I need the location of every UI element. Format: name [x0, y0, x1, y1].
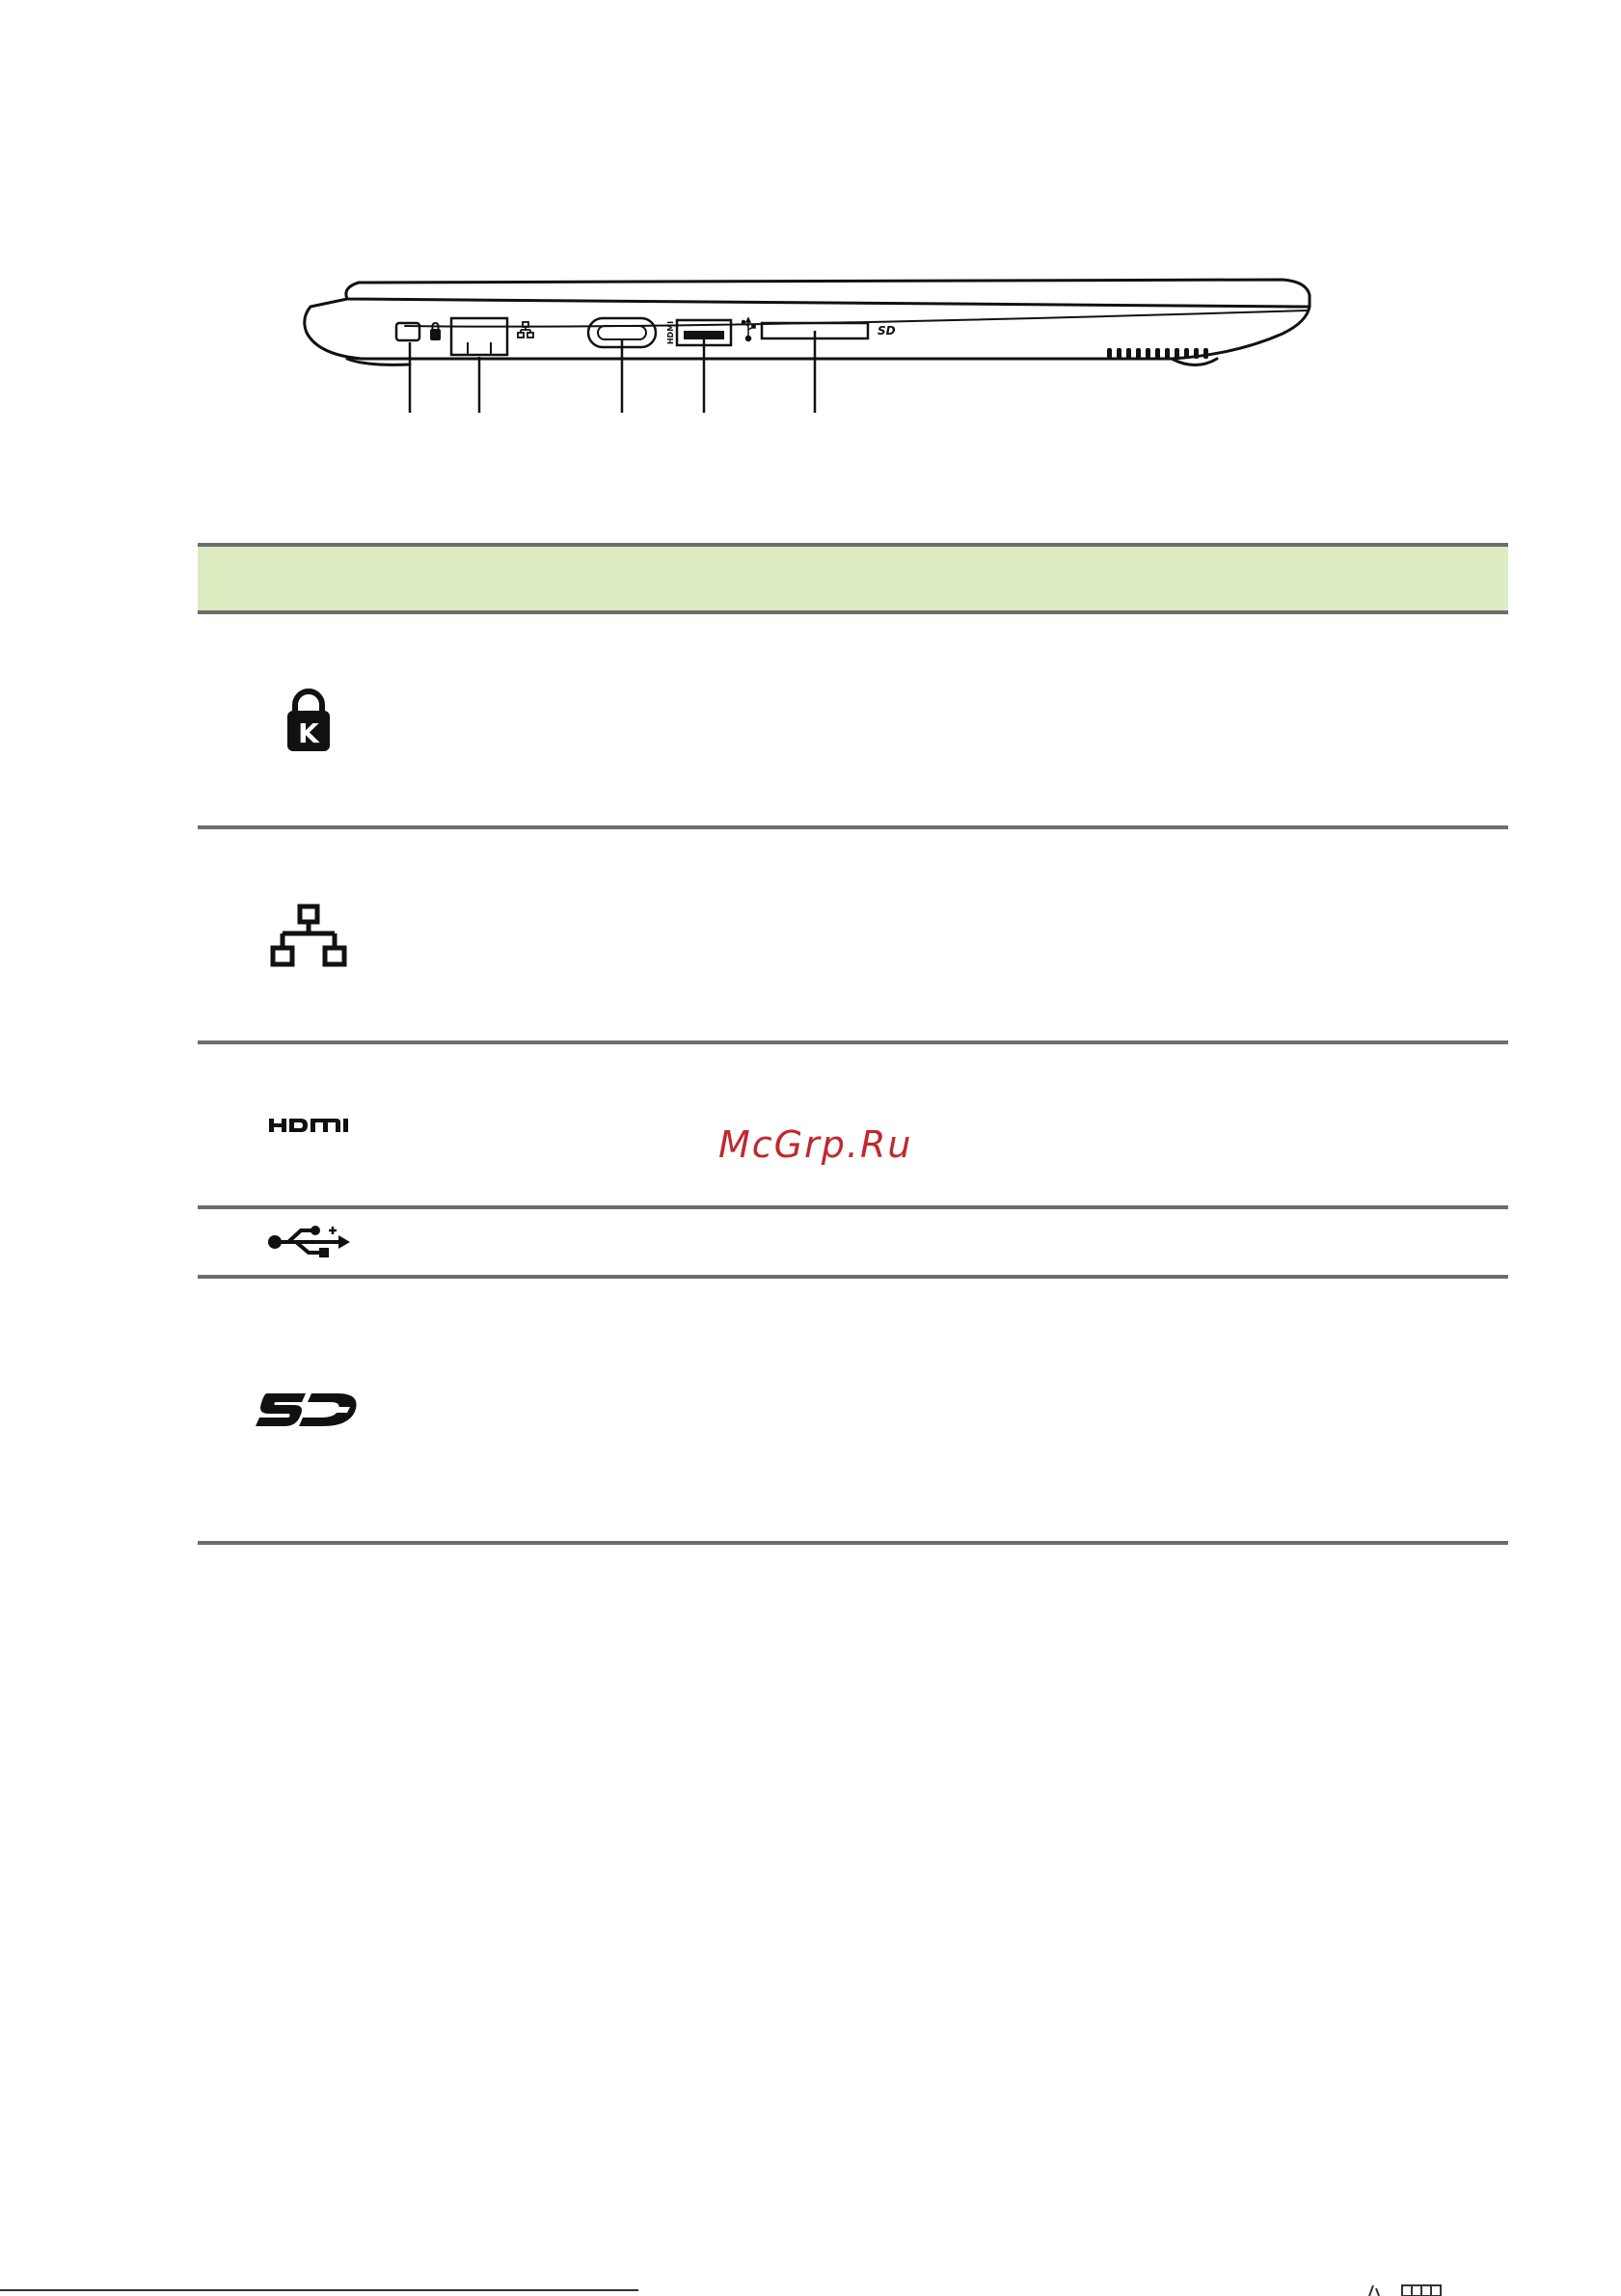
- table-row: [198, 612, 1508, 827]
- icon-cell: [198, 827, 419, 1042]
- table-row: [198, 1207, 1508, 1277]
- row-text: [419, 612, 1508, 827]
- footer-rule: [0, 2289, 638, 2291]
- sd-slot-label: SD: [878, 324, 896, 338]
- watermark-text: McGrp.Ru: [718, 1123, 913, 1166]
- laptop-left-side-diagram: [0, 0, 1621, 444]
- svg-text:K: K: [298, 716, 319, 749]
- usb-icon: [267, 1223, 350, 1261]
- table-row: [198, 827, 1508, 1042]
- ethernet-port: [451, 318, 533, 355]
- row-text: [419, 1277, 1508, 1543]
- icon-cell: [198, 1207, 419, 1277]
- ethernet-icon: [270, 904, 347, 967]
- row-text: [419, 1207, 1508, 1277]
- table-header: [198, 545, 1508, 612]
- kensington-lock-icon: [285, 688, 332, 753]
- footer-mark: [1367, 2283, 1445, 2296]
- icon-cell: [198, 1042, 419, 1207]
- sd-card-icon: [256, 1386, 362, 1434]
- hdmi-icon: [269, 1117, 348, 1134]
- table-row: [198, 1277, 1508, 1543]
- usb-port: [677, 318, 755, 345]
- row-text: [419, 827, 1508, 1042]
- hdmi-port: [588, 318, 675, 347]
- row-text: [419, 1042, 1508, 1207]
- sd-card-slot: [762, 323, 896, 338]
- icon-cell: [198, 612, 419, 827]
- ports-table: [198, 543, 1508, 1545]
- header-icon-cell: [198, 545, 419, 612]
- header-text-cell: [419, 545, 1508, 612]
- icon-cell: [198, 1277, 419, 1543]
- hdmi-port-label: HDMI: [666, 320, 675, 345]
